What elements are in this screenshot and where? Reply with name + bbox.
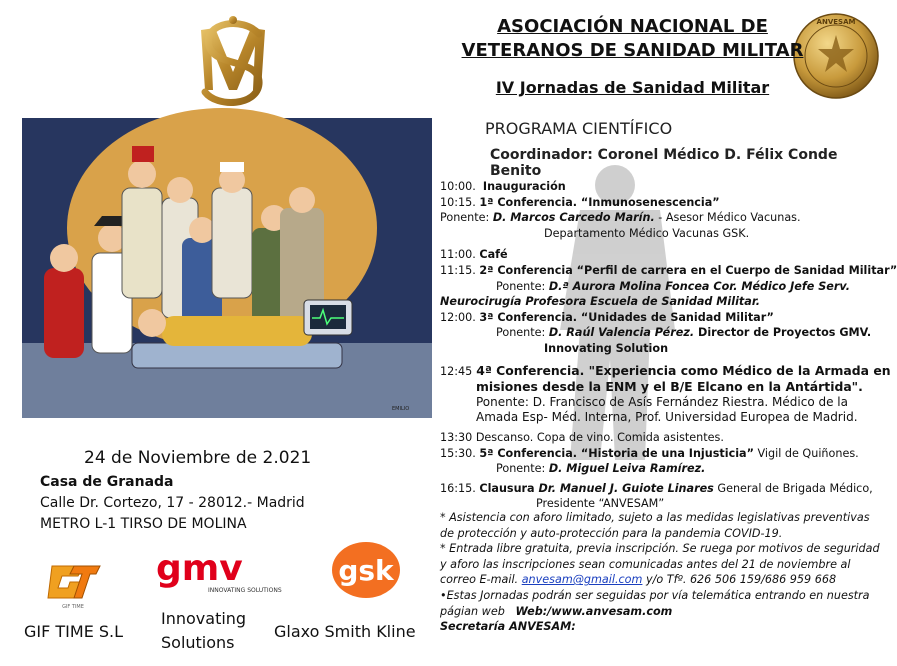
- gsk-logo: [330, 540, 402, 600]
- schedule-speaker-detail: Innovating Solution: [544, 341, 669, 355]
- schedule-item: 12:00. 3ª Conferencia. “Unidades de Sanidad Militar”: [440, 310, 774, 324]
- coordinator-line: Coordinador: Coronel Médico D. Félix Conde Benito: [490, 147, 838, 179]
- venue-address: Calle Dr. Cortezo, 17 - 28012.- Madrid: [40, 495, 305, 511]
- note-line: * Asistencia con aforo limitado, sujeto a las medidas legislativas preventivas: [440, 511, 870, 524]
- venue-name: Casa de Granada: [40, 474, 174, 490]
- schedule-speaker: Ponente: D. Francisco de Asís Fernández Riestra. Médico de la: [476, 394, 848, 409]
- schedule-item-cont: Presidente “ANVESAM”: [536, 497, 665, 511]
- program-schedule: [440, 179, 897, 512]
- note-line: y aforo las inscripciones sean comunicadas antes del 21 de noviembre al: [440, 557, 851, 571]
- schedule-text: 1ª Conferencia. “Inmunosenescencia”: [479, 195, 720, 209]
- email-link[interactable]: anvesam@gmail.com: [521, 573, 643, 587]
- schedule-item: 11:00. Café: [440, 248, 508, 262]
- schedule-speaker: Ponente: D. Raúl Valencia Pérez. Director de Proyectos GMV.: [496, 326, 872, 340]
- note-line: págian web Web:/www.anvesam.com: [440, 604, 673, 618]
- schedule-time: 10:00.: [440, 180, 476, 193]
- gmv-logo: [156, 548, 282, 596]
- schedule-speaker-detail: Neurocirugía Profesora Escuela de Sanidad Militar.: [440, 295, 760, 309]
- schedule-speaker: Ponente: D. Miguel Leiva Ramírez.: [496, 462, 706, 476]
- note-line: de protección y auto-protección para la pandemia COVID-19.: [440, 526, 783, 540]
- event-subtitle: IV Jornadas de Sanidad Militar: [495, 78, 770, 97]
- schedule-item: 15:30. 5ª Conferencia. “Historia de una Injusticia” Vigil de Quiñones.: [440, 446, 859, 460]
- event-date: 24 de Noviembre de 2.021: [84, 448, 312, 468]
- schedule-speaker-detail: Departamento Médico Vacunas GSK.: [544, 226, 750, 240]
- schedule-item: 13:30 Descanso. Copa de vino. Comida asistentes.: [440, 430, 724, 444]
- schedule-item: 11:15. 2ª Conferencia “Perfil de carrera en el Cuerpo de Sanidad Militar”: [440, 263, 897, 277]
- gif-time-logo: [44, 558, 102, 610]
- gsk-logo-text: gsk: [338, 554, 394, 587]
- program-heading: PROGRAMA CIENTÍFICO: [485, 119, 673, 138]
- schedule-time: 10:15.: [440, 195, 476, 209]
- sponsor-gmv-name-line2: Solutions: [161, 633, 235, 652]
- association-title-line2: VETERANOS DE SANIDAD MILITAR: [461, 40, 804, 61]
- schedule-item: [440, 179, 880, 195]
- seal-text: ANVESAM: [816, 18, 856, 26]
- venue-metro: METRO L-1 TIRSO DE MOLINA: [40, 516, 247, 532]
- sponsor-gmv-name-line1: Innovating: [161, 609, 247, 628]
- svg-text:EMILIO: EMILIO: [392, 406, 410, 412]
- military-medics-illustration: [22, 118, 432, 418]
- website-link[interactable]: Web:/www.anvesam.com: [515, 604, 673, 618]
- gmv-tagline: INNOVATING SOLUTIONS: [208, 587, 282, 594]
- gif-logo-text: GIF TIME: [62, 604, 84, 610]
- schedule-item: [440, 195, 880, 211]
- sm-monogram-logo: [183, 12, 283, 112]
- schedule-speaker: Ponente: D.ª Aurora Molina Foncea Cor. Médico Jefe Serv.: [496, 279, 851, 293]
- association-title-line1: ASOCIACIÓN NACIONAL DE: [497, 16, 768, 37]
- schedule-item: 12:45 4ª Conferencia. "Experiencia como Médico de la Armada en: [440, 362, 891, 378]
- note-line: * Entrada libre gratuita, previa inscripción. Se ruega por motivos de seguridad: [440, 542, 880, 556]
- sponsor-gsk-name: Glaxo Smith Kline: [274, 622, 416, 641]
- schedule-text: Inauguración: [482, 180, 566, 193]
- attendance-notes: [440, 510, 885, 635]
- schedule-item-cont: misiones desde la ENM y el B/E Elcano en la Antártida".: [476, 379, 863, 395]
- note-line: Secretaría ANVESAM:: [440, 620, 576, 634]
- sponsor-gif-name: GIF TIME S.L: [24, 622, 124, 641]
- note-line: •Estas Jornadas podrán ser seguidas por vía telemática entrando en nuestra: [440, 588, 870, 602]
- schedule-speaker: Ponente: D. Marcos Carcedo Marín. - Asesor Médico Vacunas.: [440, 211, 801, 225]
- schedule-speaker-detail: Amada Esp- Méd. Interna, Prof. Universidad Europea de Madrid.: [476, 410, 858, 425]
- gmv-logo-text: gmv: [156, 548, 243, 589]
- note-line: correo E-mail. anvesam@gmail.com y/o Tfº. 626 506 159/686 959 668: [440, 573, 837, 587]
- schedule-item: 16:15. Clausura Dr. Manuel J. Guiote Linares General de Brigada Médico,: [440, 481, 873, 495]
